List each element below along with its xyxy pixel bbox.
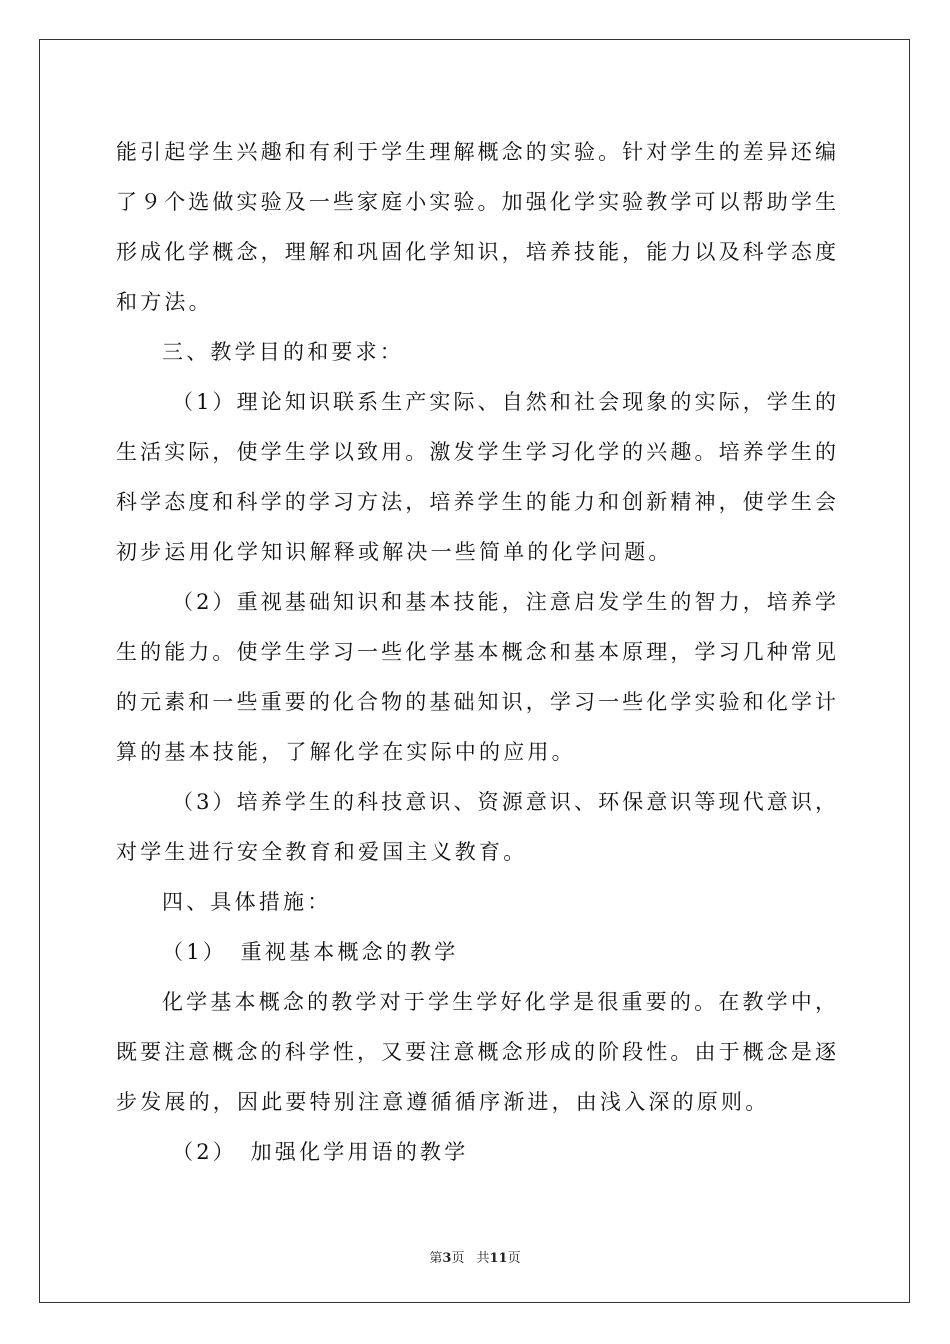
section-heading-4: 四、具体措施： [162,890,332,914]
total-pages: 11 [489,1251,508,1266]
text-line: 能引起学生兴趣和有利于学生理解概念的实验。针对学生的差异还编 [116,140,836,164]
measure-2-title: （2） 加强化学用语的教学 [172,1140,469,1164]
page-number: 3 [442,1251,452,1266]
text-line: 形成化学概念，理解和巩固化学知识，培养技能，能力以及科学态度 [116,240,836,264]
measure-1-title: （1） 重视基本概念的教学 [162,940,459,964]
page-unit: 页 [451,1251,465,1266]
text-line: 生的能力。使学生学习一些化学基本概念和基本原理，学习几种常见 [116,640,836,664]
measure-1-body [116,977,836,1127]
document-body [116,127,836,1177]
total-unit: 页 [507,1251,521,1266]
text-line: 算的基本技能，了解化学在实际中的应用。 [116,740,576,764]
text-line: 化学基本概念的教学对于学生学好化学是很重要的。在教学中， [162,990,836,1014]
text-line: （1）理论知识联系生产实际、自然和社会现象的实际，学生的 [172,390,836,414]
page-prefix: 第 [429,1251,443,1266]
text-line: 初步运用化学知识解释或解决一些简单的化学问题。 [116,540,673,564]
requirement-item-2 [116,577,836,777]
text-line: 生活实际，使学生学以致用。激发学生学习化学的兴趣。培养学生的 [116,440,836,464]
text-line: 既要注意概念的科学性，又要注意概念形成的阶段性。由于概念是逐 [116,1040,836,1064]
section-heading-3: 三、教学目的和要求： [162,340,404,364]
text-line: （2）重视基础知识和基本技能，注意启发学生的智力，培养学 [172,590,836,614]
requirement-item-3 [116,777,836,877]
text-line: 了９个选做实验及一些家庭小实验。加强化学实验教学可以帮助学生 [116,190,836,214]
text-line: 步发展的，因此要特别注意遵循循序渐进，由浅入深的原则。 [116,1090,770,1114]
text-line: 和方法。 [116,290,213,314]
requirement-item-1 [116,377,836,577]
text-line: 的元素和一些重要的化合物的基础知识，学习一些化学实验和化学计 [116,690,836,714]
page-footer [0,1247,950,1266]
text-line: 对学生进行安全教育和爱国主义教育。 [116,840,528,864]
text-line: （3）培养学生的科技意识、资源意识、环保意识等现代意识， [172,790,836,814]
total-prefix: 共 [476,1251,490,1266]
intro-paragraph [116,127,836,327]
text-line: 科学态度和科学的学习方法，培养学生的能力和创新精神，使学生会 [116,490,836,514]
